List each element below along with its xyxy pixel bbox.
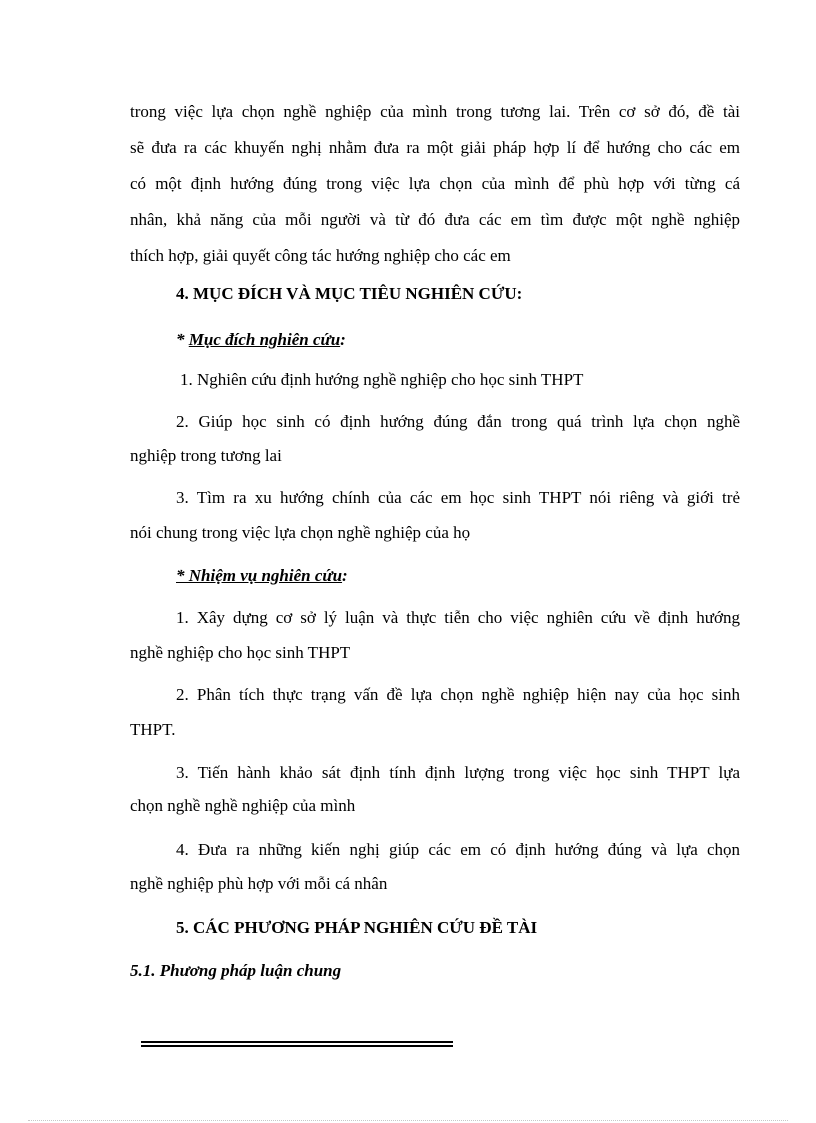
purpose-item-1: 1. Nghiên cứu định hướng nghề nghiệp cho học sinh THPT [180,370,584,389]
intro-line-4: nhân, khả năng của mỗi người và từ đó đưa các em tìm được một nghề nghiệp [130,210,740,229]
intro-line-5: thích hợp, giải quyết công tác hướng nghiệp cho các em [130,246,511,265]
intro-line-2: sẽ đưa ra các khuyến nghị nhằm đưa ra một giải pháp hợp lí để hướng cho các em [130,138,740,157]
tasks-colon: : [342,566,348,585]
purpose-item-3-line-2: nói chung trong việc lựa chọn nghề nghiệp của họ [130,523,471,542]
tasks-item-3-line-1: 3. Tiến hành khảo sát định tính định lượng trong việc học sinh THPT lựa [176,763,740,782]
purpose-item-2-line-1: 2. Giúp học sinh có định hướng đúng đắn trong quá trình lựa chọn nghề [176,412,740,431]
tasks-item-4-line-2: nghề nghiệp phù hợp với mỗi cá nhân [130,874,388,893]
section-4-heading: 4. MỤC ĐÍCH VÀ MỤC TIÊU NGHIÊN CỨU: [176,284,523,303]
intro-line-1: trong việc lựa chọn nghề nghiệp của mình trong tương lai. Trên cơ sở đó, đề tài [130,102,740,121]
tasks-item-2-line-2: THPT. [130,720,176,739]
purpose-colon: : [340,330,346,349]
purpose-item-2-line-2: nghiệp trong tương lai [130,446,282,465]
tasks-label: * Nhiệm vụ nghiên cứu [176,566,343,585]
section-5-heading: 5. CÁC PHƯƠNG PHÁP NGHIÊN CỨU ĐỀ TÀI [176,918,538,937]
tasks-item-2-line-1: 2. Phân tích thực trạng vấn đề lựa chọn nghề nghiệp hiện nay của học sinh [176,685,740,704]
purpose-label: Mục đích nghiên cứu [188,330,341,349]
purpose-star: * [176,330,189,349]
tasks-heading [176,566,348,586]
tasks-item-3-line-2: chọn nghề nghề nghiệp của mình [130,796,356,815]
tasks-item-4-line-1: 4. Đưa ra những kiến nghị giúp các em có định hướng đúng và lựa chọn [176,840,740,859]
tasks-item-1-line-2: nghề nghiệp cho học sinh THPT [130,643,351,662]
purpose-heading [176,330,346,350]
footer-double-rule [141,1041,453,1047]
page-bottom-dotted-edge [28,1120,788,1121]
purpose-item-3-line-1: 3. Tìm ra xu hướng chính của các em học sinh THPT nói riêng và giới trẻ [176,488,740,507]
tasks-item-1-line-1: 1. Xây dựng cơ sở lý luận và thực tiễn cho việc nghiên cứu về định hướng [176,608,740,627]
subsection-5-1-heading: 5.1. Phương pháp luận chung [130,961,342,980]
intro-line-3: có một định hướng đúng trong việc lựa chọn của mình để phù hợp với từng cá [130,174,740,193]
